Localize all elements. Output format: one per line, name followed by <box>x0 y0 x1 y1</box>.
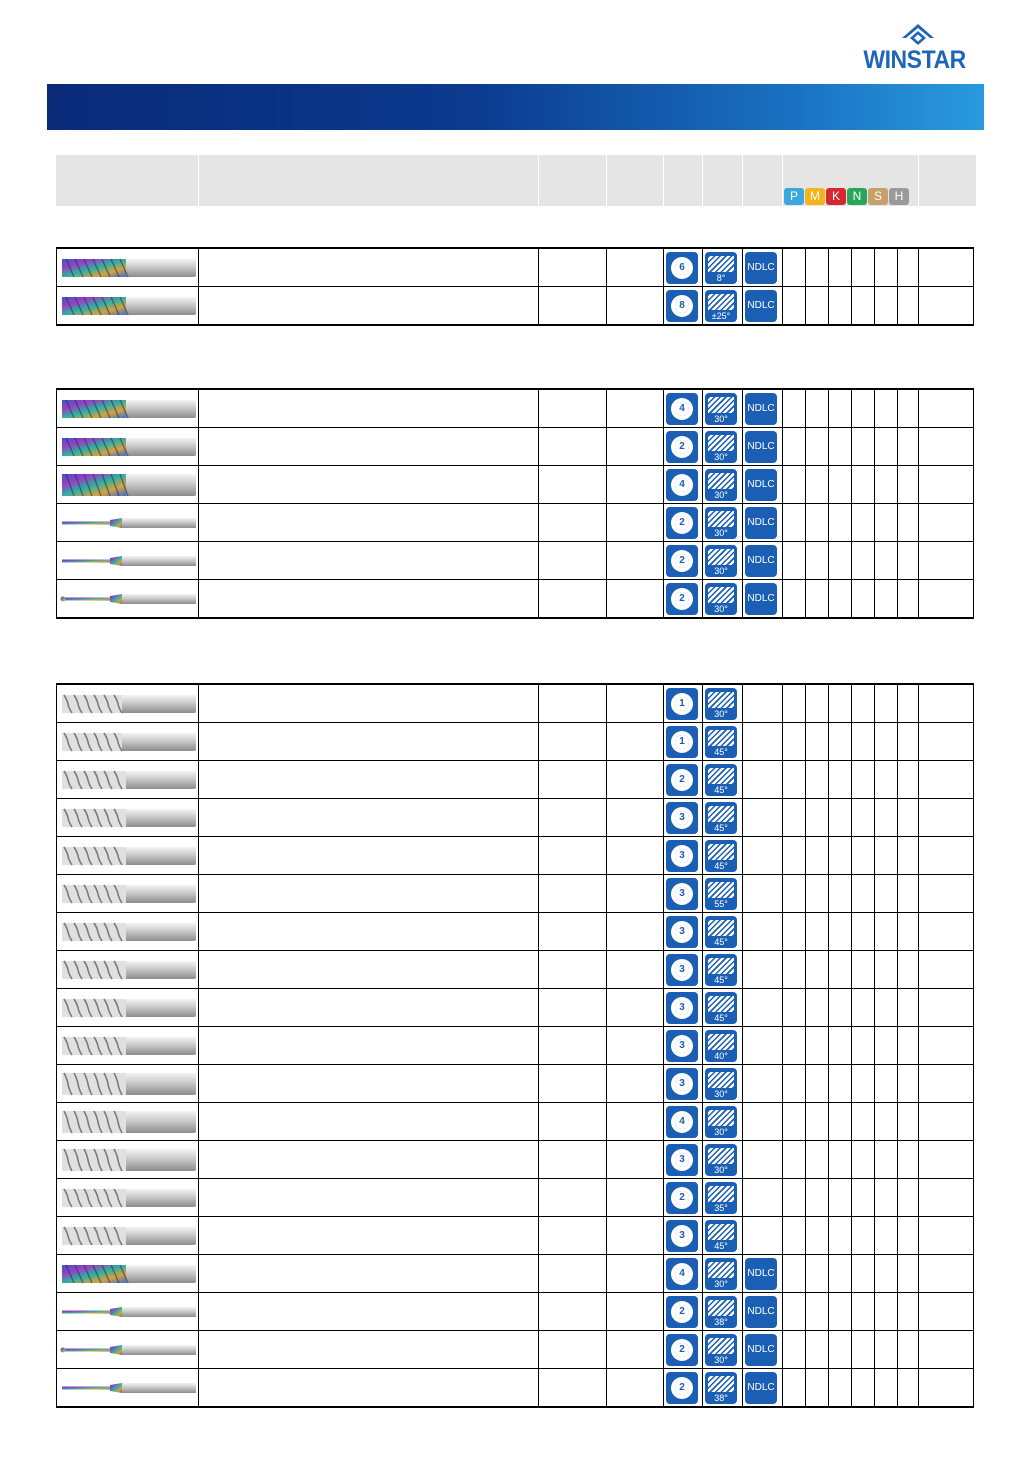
material-badge-s: S <box>868 188 888 205</box>
table-row <box>56 951 974 989</box>
flute-count-icon <box>666 802 698 834</box>
end-mill-image <box>60 692 196 716</box>
helix-angle-icon <box>705 1144 737 1176</box>
flute-count-icon <box>666 252 698 284</box>
helix-angle-icon <box>705 252 737 284</box>
flute-count: 8 <box>675 299 689 313</box>
flute-count: 4 <box>675 1115 689 1129</box>
flute-count: 3 <box>675 963 689 977</box>
end-mill-image <box>60 1072 196 1096</box>
helix-angle-icon <box>705 1258 737 1290</box>
helix-angle-icon <box>705 992 737 1024</box>
flute-count-icon <box>666 1296 698 1328</box>
helix-angle-icon <box>705 1334 737 1366</box>
flute-count-icon <box>666 1258 698 1290</box>
helix-angle-icon <box>705 1068 737 1100</box>
coating-badge: NDLC <box>745 252 777 284</box>
table-row <box>56 504 974 542</box>
helix-angle: 35° <box>714 1203 728 1213</box>
end-mill-image <box>60 1262 196 1286</box>
flute-count-icon <box>666 916 698 948</box>
flute-count: 4 <box>675 478 689 492</box>
coating-badge: NDLC <box>745 431 777 463</box>
helix-angle-icon <box>705 802 737 834</box>
table-row <box>56 761 974 799</box>
flute-count-icon <box>666 1068 698 1100</box>
table-row <box>56 390 974 428</box>
helix-angle-icon <box>705 1106 737 1138</box>
tool-table-3 <box>56 683 974 1408</box>
helix-angle-icon <box>705 1182 737 1214</box>
table-row <box>56 1141 974 1179</box>
helix-angle: 45° <box>714 975 728 985</box>
flute-count: 3 <box>675 811 689 825</box>
material-badge-k: K <box>826 188 846 205</box>
flute-count: 2 <box>675 773 689 787</box>
flute-count: 2 <box>675 516 689 530</box>
flute-count: 2 <box>675 1305 689 1319</box>
coating-badge: NDLC <box>745 290 777 322</box>
coating-badge: NDLC <box>745 393 777 425</box>
table-row <box>56 799 974 837</box>
helix-angle: ±25° <box>711 311 731 321</box>
helix-angle: 30° <box>714 1089 728 1099</box>
helix-angle: 30° <box>714 604 728 614</box>
tool-table-1 <box>56 247 974 326</box>
helix-angle: 30° <box>714 1279 728 1289</box>
flute-count-icon <box>666 393 698 425</box>
end-mill-image <box>60 806 196 830</box>
table-row <box>56 287 974 324</box>
tool-table-2 <box>56 388 974 619</box>
helix-angle: 30° <box>714 709 728 719</box>
helix-angle: 45° <box>714 937 728 947</box>
helix-angle-icon <box>705 1030 737 1062</box>
flute-count: 3 <box>675 887 689 901</box>
helix-angle-icon <box>705 583 737 615</box>
flute-count-icon <box>666 992 698 1024</box>
flute-count: 3 <box>675 1039 689 1053</box>
coating-badge: NDLC <box>745 469 777 501</box>
flute-count: 2 <box>675 1343 689 1357</box>
helix-angle-icon <box>705 726 737 758</box>
helix-angle: 8° <box>716 273 726 283</box>
coating-badge: NDLC <box>745 1334 777 1366</box>
flute-count: 6 <box>675 261 689 275</box>
material-badge-p: P <box>784 188 804 205</box>
table-row <box>56 428 974 466</box>
end-mill-image <box>60 511 196 535</box>
helix-angle: 45° <box>714 785 728 795</box>
end-mill-image <box>60 1148 196 1172</box>
flute-count-icon <box>666 688 698 720</box>
table-row <box>56 989 974 1027</box>
table-row <box>56 1179 974 1217</box>
coating-badge: NDLC <box>745 1296 777 1328</box>
helix-angle: 38° <box>714 1317 728 1327</box>
helix-angle: 45° <box>714 1241 728 1251</box>
helix-angle-icon <box>705 878 737 910</box>
flute-count-icon <box>666 1106 698 1138</box>
flute-count: 2 <box>675 592 689 606</box>
flute-count-icon <box>666 1334 698 1366</box>
helix-angle-icon <box>705 431 737 463</box>
helix-angle-icon <box>705 545 737 577</box>
flute-count-icon <box>666 954 698 986</box>
coating-badge: NDLC <box>745 1372 777 1404</box>
end-mill-image <box>60 1338 196 1362</box>
flute-count-icon <box>666 1144 698 1176</box>
material-legend <box>784 188 909 205</box>
helix-angle-icon <box>705 1372 737 1404</box>
flute-count: 1 <box>675 735 689 749</box>
helix-angle: 45° <box>714 747 728 757</box>
helix-angle-icon <box>705 764 737 796</box>
material-badge-m: M <box>805 188 825 205</box>
end-mill-image <box>60 882 196 906</box>
material-badge-h: H <box>889 188 909 205</box>
helix-angle-icon <box>705 469 737 501</box>
flute-count: 2 <box>675 554 689 568</box>
table-row <box>56 1217 974 1255</box>
end-mill-image <box>60 730 196 754</box>
flute-count-icon <box>666 1030 698 1062</box>
helix-angle-icon <box>705 954 737 986</box>
flute-count-icon <box>666 290 698 322</box>
flute-count: 3 <box>675 1077 689 1091</box>
end-mill-image <box>60 996 196 1020</box>
table-row <box>56 1331 974 1369</box>
table-row <box>56 1103 974 1141</box>
table-row <box>56 837 974 875</box>
end-mill-image <box>60 256 196 280</box>
flute-count-icon <box>666 1182 698 1214</box>
coating-badge: NDLC <box>745 507 777 539</box>
helix-angle: 55° <box>714 899 728 909</box>
helix-angle: 30° <box>714 528 728 538</box>
table-row <box>56 913 974 951</box>
flute-count: 3 <box>675 1229 689 1243</box>
coating-badge: NDLC <box>745 545 777 577</box>
table-row <box>56 1369 974 1406</box>
helix-angle-icon <box>705 688 737 720</box>
flute-count: 3 <box>675 849 689 863</box>
flute-count: 2 <box>675 1191 689 1205</box>
end-mill-image <box>60 1034 196 1058</box>
helix-angle: 30° <box>714 1127 728 1137</box>
flute-count: 3 <box>675 1001 689 1015</box>
table-row <box>56 1293 974 1331</box>
table-row <box>56 580 974 617</box>
helix-angle: 30° <box>714 414 728 424</box>
end-mill-image <box>60 1110 196 1134</box>
flute-count-icon <box>666 545 698 577</box>
flute-count-icon <box>666 840 698 872</box>
end-mill-image <box>60 1224 196 1248</box>
helix-angle: 40° <box>714 1051 728 1061</box>
helix-angle-icon <box>705 1220 737 1252</box>
end-mill-image <box>60 473 196 497</box>
flute-count-icon <box>666 726 698 758</box>
helix-angle: 45° <box>714 861 728 871</box>
end-mill-image <box>60 549 196 573</box>
flute-count: 4 <box>675 402 689 416</box>
flute-count: 3 <box>675 925 689 939</box>
table-row <box>56 249 974 287</box>
flute-count: 1 <box>675 697 689 711</box>
table-row <box>56 542 974 580</box>
brand-logo <box>848 22 988 74</box>
flute-count: 2 <box>675 440 689 454</box>
flute-count: 2 <box>675 1381 689 1395</box>
helix-angle-icon <box>705 916 737 948</box>
end-mill-image <box>60 587 196 611</box>
table-row <box>56 685 974 723</box>
coating-badge: NDLC <box>745 583 777 615</box>
table-row <box>56 723 974 761</box>
helix-angle: 30° <box>714 452 728 462</box>
title-banner <box>47 84 984 130</box>
end-mill-image <box>60 920 196 944</box>
coating-badge: NDLC <box>745 1258 777 1290</box>
end-mill-image <box>60 958 196 982</box>
helix-angle: 38° <box>714 1393 728 1403</box>
flute-count-icon <box>666 431 698 463</box>
end-mill-image <box>60 1376 196 1400</box>
table-row <box>56 1065 974 1103</box>
material-badge-n: N <box>847 188 867 205</box>
flute-count: 3 <box>675 1153 689 1167</box>
helix-angle: 45° <box>714 1013 728 1023</box>
flute-count-icon <box>666 507 698 539</box>
helix-angle-icon <box>705 1296 737 1328</box>
flute-count-icon <box>666 583 698 615</box>
flute-count-icon <box>666 1220 698 1252</box>
helix-angle: 30° <box>714 566 728 576</box>
helix-angle-icon <box>705 840 737 872</box>
end-mill-image <box>60 844 196 868</box>
flute-count-icon <box>666 469 698 501</box>
table-row <box>56 875 974 913</box>
flute-count-icon <box>666 764 698 796</box>
flute-count-icon <box>666 1372 698 1404</box>
end-mill-image <box>60 294 196 318</box>
helix-angle: 30° <box>714 490 728 500</box>
flute-count-icon <box>666 878 698 910</box>
helix-angle: 30° <box>714 1165 728 1175</box>
helix-angle-icon <box>705 393 737 425</box>
end-mill-image <box>60 1300 196 1324</box>
end-mill-image <box>60 768 196 792</box>
helix-angle: 30° <box>714 1355 728 1365</box>
table-row <box>56 1255 974 1293</box>
end-mill-image <box>60 1186 196 1210</box>
brand-name: WINSTAR <box>863 46 966 74</box>
end-mill-image <box>60 397 196 421</box>
end-mill-image <box>60 435 196 459</box>
helix-angle-icon <box>705 507 737 539</box>
table-row <box>56 1027 974 1065</box>
helix-angle: 45° <box>714 823 728 833</box>
flute-count: 4 <box>675 1267 689 1281</box>
table-row <box>56 466 974 504</box>
helix-angle-icon <box>705 290 737 322</box>
